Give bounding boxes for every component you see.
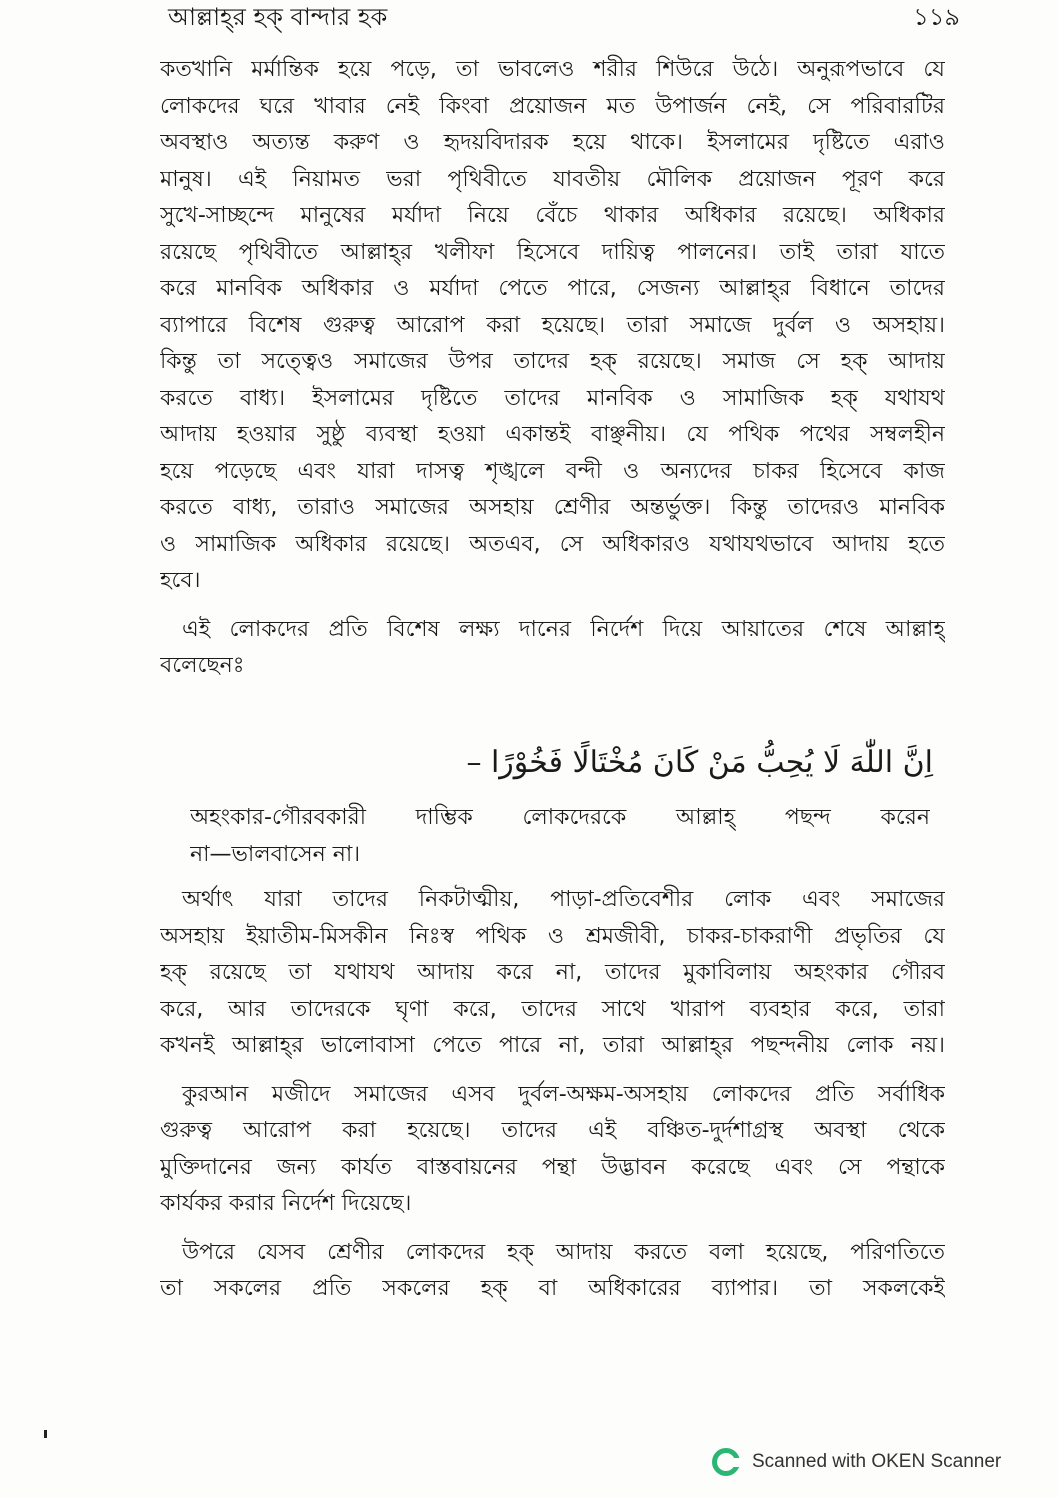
body-text xyxy=(160,52,945,685)
text-line: করতে বাধ্য, তারাও সমাজের অসহায় শ্রেণীর অন্তর্ভুক্ত। কিন্তু তাদেরও মানবিক xyxy=(160,495,945,520)
verse-translation xyxy=(190,800,930,873)
text-line: অর্থাৎ যারা তাদের নিকটাত্মীয়, পাড়া-প্রতিবেশীর লোক এবং সমাজের xyxy=(182,887,945,912)
text-line: আদায় হওয়ার সুষ্ঠু ব্যবস্থা হওয়া একান্তই বাঞ্ছনীয়। যে পথিক পথের সম্বলহীন xyxy=(160,422,945,447)
text-line: ব্যাপারে বিশেষ গুরুত্ব আরোপ করা হয়েছে। তারা সমাজে দুর্বল ও অসহায়। xyxy=(160,312,945,338)
text-line: মুক্তিদানের জন্য কার্যত বাস্তবায়নের পন্থা উদ্ভাবন করেছে এবং সে পন্থাকে xyxy=(160,1154,945,1180)
paragraph-2 xyxy=(160,612,945,685)
text-line: কিন্তু তা সত্ত্বেও সমাজের উপর তাদের হক্‌ রয়েছে। সমাজ সে হক্‌ আদায় xyxy=(160,349,945,374)
text-line: রয়েছে পৃথিবীতে আল্লাহ্‌র খলীফা হিসেবে দায়িত্ব পালনের। তাই তারা যাতে xyxy=(160,239,945,265)
text-line: মানুষ। এই নিয়ামত ভরা পৃথিবীতে যাবতীয় মৌলিক প্রয়োজন পূরণ করে xyxy=(160,166,945,192)
text-line: হয়ে পড়েছে এবং যারা দাসত্ব শৃঙ্খলে বন্দী ও অন্যদের চাকর হিসেবে কাজ xyxy=(160,458,945,484)
scanner-watermark-text: Scanned with OKEN Scanner xyxy=(752,1451,1002,1472)
text-line: ও সামাজিক অধিকার রয়েছে। অতএব, সে অধিকারও যথাযথভাবে আদায় হতে xyxy=(160,531,945,557)
text-line: বলেছেনঃ xyxy=(160,653,245,678)
text-line: করে মানবিক অধিকার ও মর্যাদা পেতে পারে, সেজন্য আল্লাহ্‌র বিধানে তাদের xyxy=(160,276,945,301)
text-line: লোকদের ঘরে খাবার নেই কিংবা প্রয়োজন মত উপার্জন নেই, সে পরিবারটির xyxy=(160,93,945,119)
text-line: হক্‌ রয়েছে তা যথাযথ আদায় করে না, তাদের মুকাবিলায় অহংকার গৌরব xyxy=(160,960,945,985)
paragraph-1 xyxy=(160,52,945,600)
body-text-continued xyxy=(160,882,945,1308)
scanner-watermark xyxy=(712,1448,1001,1476)
paragraph-5 xyxy=(160,1235,945,1308)
text-line: কার্যকর করার নির্দেশ দিয়েছে। xyxy=(160,1191,412,1216)
page-number: ১১৯ xyxy=(913,3,960,31)
running-head: আল্লাহ্‌র হক্‌ বান্দার হক xyxy=(168,3,388,31)
text-line: কতখানি মর্মান্তিক হয়ে পড়ে, তা ভাবলেও শরীর শিউরে উঠে। অনুরূপভাবে যে xyxy=(160,57,945,82)
arabic-verse: اِنَّ اللّٰهَ لَا يُحِبُّ مَنْ كَانَ مُخْتَالًا فَخُوْرًا – xyxy=(466,745,933,780)
text-line: অসহায় ইয়াতীম-মিসকীন নিঃস্ব পথিক ও শ্রমজীবী, চাকর-চাকরাণী প্রভৃতির যে xyxy=(160,923,945,949)
text-line: করতে বাধ্য। ইসলামের দৃষ্টিতে তাদের মানবিক ও সামাজিক হক্‌ যথাযথ xyxy=(160,385,945,411)
paragraph-3 xyxy=(160,882,945,1065)
text-line: সুখে-সাচ্ছন্দে মানুষের মর্যাদা নিয়ে বেঁচে থাকার অধিকার রয়েছে। অধিকার xyxy=(160,203,945,228)
text-line: কুরআন মজীদে সমাজের এসব দুর্বল-অক্ষম-অসহায় লোকদের প্রতি সর্বাধিক xyxy=(182,1081,945,1107)
text-line: হবে। xyxy=(160,568,201,593)
scan-edge-mark xyxy=(44,1430,47,1438)
text-line: গুরুত্ব আরোপ করা হয়েছে। তাদের এই বঞ্চিত-দুর্দশাগ্রস্থ অবস্থা থেকে xyxy=(160,1118,945,1143)
text-line: উপরে যেসব শ্রেণীর লোকদের হক্‌ আদায় করতে বলা হয়েছে, পরিণতিতে xyxy=(182,1239,945,1265)
text-line: এই লোকদের প্রতি বিশেষ লক্ষ্য দানের নির্দেশ দিয়ে আয়াতের শেষে আল্লাহ্‌ xyxy=(182,616,945,642)
paragraph-4 xyxy=(160,1077,945,1223)
text-line: কখনই আল্লাহ্‌র ভালোবাসা পেতে পারে না, তারা আল্লাহ্‌র পছন্দনীয় লোক নয়। xyxy=(160,1033,945,1058)
text-line: না—ভালবাসেন না। xyxy=(190,841,361,867)
text-line: করে, আর তাদেরকে ঘৃণা করে, তাদের সাথে খারাপ ব্যবহার করে, তারা xyxy=(160,996,945,1022)
text-line: অহংকার-গৌরবকারী দাম্ভিক লোকদেরকে আল্লাহ্‌ পছন্দ করেন xyxy=(190,805,930,830)
text-line: তা সকলের প্রতি সকলের হক্‌ বা অধিকারের ব্যাপার। তা সকলকেই xyxy=(160,1276,945,1301)
text-line: অবস্থাও অত্যন্ত করুণ ও হৃদয়বিদারক হয়ে থাকে। ইসলামের দৃষ্টিতে এরাও xyxy=(160,130,945,155)
oken-scanner-logo-icon xyxy=(712,1448,740,1476)
